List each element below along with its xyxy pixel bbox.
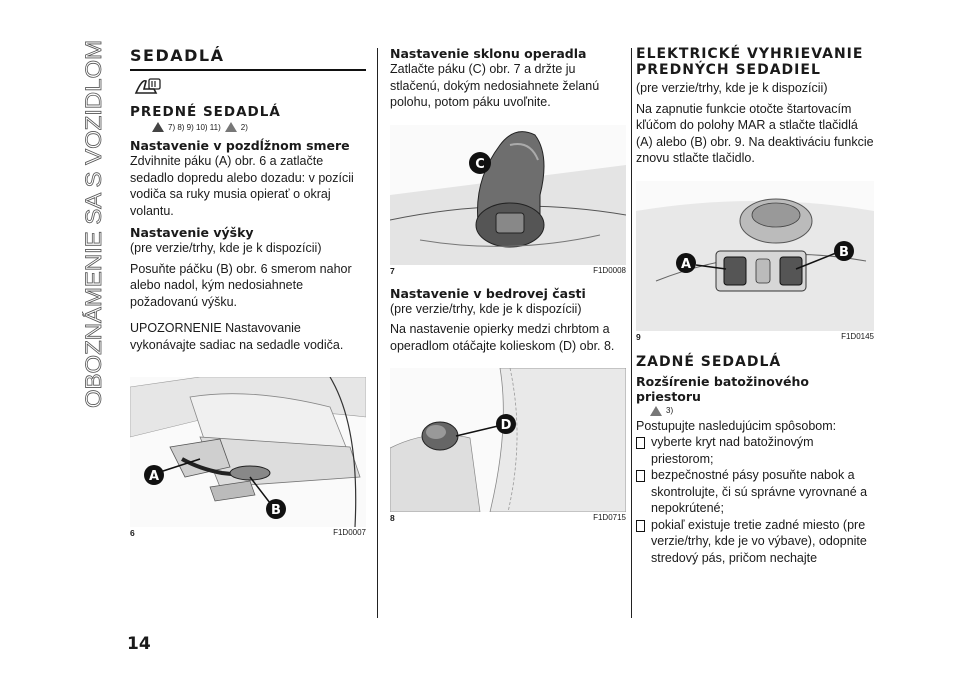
figure-9-code: F1D0145 (841, 331, 874, 341)
bullet-box (636, 437, 645, 449)
text-heat: Na zapnutie funkcie otočte štartovacím kľúčom do polohy MAR a stlačte tlačidlá (A) alebo (B) obr. 9. Na deaktiváciu funkcie znovu stlačte tlačidlo. (636, 101, 874, 165)
figure-6-label-b: B (271, 503, 281, 518)
warning-refs (152, 122, 366, 132)
text-height: Posuňte páčku (B) obr. 6 smerom nahor alebo nadol, kým nedosiahnete požadovanú výšku. (130, 261, 352, 309)
bullet-box (636, 520, 645, 532)
figure-7-number: 7 (390, 265, 395, 276)
figure-7-code: F1D0008 (593, 265, 626, 275)
figure-9-label-b: B (839, 244, 849, 260)
heading-luggage: Rozšírenie batožinového priestoru (636, 373, 809, 404)
text-lumbar-availability: (pre verzie/trhy, kde je k dispozícii) (390, 301, 582, 316)
subsection-front-seats: PREDNÉ SEDADLÁ (130, 104, 281, 120)
chapter-side-title-text: OBOZNÁMENIE SA S VOZIDLOM (82, 61, 106, 408)
figure-6-label-a: A (148, 469, 160, 484)
chapter-side-title (82, 36, 106, 408)
text-heat-availability: (pre verzie/trhy, kde je k dispozícii) (636, 81, 828, 95)
figure-8 (390, 368, 626, 523)
figure-7 (390, 125, 626, 276)
column-divider-2 (631, 48, 632, 618)
warning-icon (650, 406, 662, 416)
figure-8-label-d: D (500, 418, 512, 433)
figure-9 (636, 181, 874, 342)
figure-7-label-c: C (475, 156, 485, 172)
warning-refs-rear (650, 406, 874, 416)
figure-9-caption (636, 332, 874, 342)
text-longitudinal: Zdvihnite páku (A) obr. 6 a zatlačte sedadlo dopredu alebo dozadu: v pozícii vodiča sa ruky musia opierať o okraj volantu. (130, 154, 354, 218)
warning-icon (152, 122, 164, 132)
section-title-heated-seats: ELEKTRICKÉ VYHRIEVANIE PREDNÝCH SEDADIEL (636, 46, 864, 78)
list-item (636, 467, 874, 517)
figure-9-number: 9 (636, 331, 641, 342)
bullet-text: vyberte kryt nad batožinovým priestorom; (651, 435, 814, 466)
warning-refs-b: 2) (240, 122, 248, 132)
bullet-text: bezpečnostné pásy posuňte nabok a skontrolujte, či sú správne vyrovnané a nepokrútené; (651, 468, 868, 515)
column-3 (636, 46, 874, 566)
text-procedure: Postupujte nasledujúcim spôsobom: (636, 418, 837, 433)
heading-longitudinal: Nastavenie v pozdĺžnom smere (130, 138, 350, 153)
heading-lumbar: Nastavenie v bedrovej časti (390, 285, 586, 301)
bullet-text: pokiaľ existuje tretie zadné miesto (pre verzie/trhy, kde je vo výbave), odopnite stredový pás, pričom nechajte (651, 517, 867, 565)
figure-7-image (390, 125, 626, 265)
text-backrest: Zatlačte páku (C) obr. 7 a držte ju stlačenú, dokým nedosiahnete želanú polohu, potom páku uvoľnite. (390, 62, 600, 109)
seat-icon (132, 77, 366, 102)
title-rule (130, 69, 366, 71)
section-title-rear-seats: ZADNÉ SEDADLÁ (636, 353, 782, 370)
figure-6 (130, 377, 366, 538)
page-number: 14 (127, 634, 151, 654)
list-item (636, 434, 874, 467)
figure-8-code: F1D0715 (593, 513, 626, 522)
figure-8-caption (390, 513, 626, 523)
text-lumbar: Na nastavenie opierky medzi chrbtom a operadlom otáčajte kolieskom (D) obr. 8. (390, 322, 615, 353)
warning-refs-a: 7) 8) 9) 10) 11) (168, 122, 221, 132)
figure-6-caption (130, 528, 366, 538)
figure-8-image (390, 368, 626, 512)
list-item (636, 517, 874, 567)
figure-9-label-a: A (680, 256, 692, 272)
warning-refs-rear-text: 3) (666, 406, 674, 415)
figure-6-number: 6 (130, 528, 135, 538)
warning-icon (225, 122, 237, 132)
figure-9-image (636, 181, 874, 331)
column-divider-1 (377, 48, 378, 618)
figure-7-caption (390, 266, 626, 276)
figure-6-code: F1D0007 (333, 528, 366, 537)
figure-6-image (130, 377, 366, 527)
heading-height: Nastavenie výšky (130, 225, 254, 240)
column-1 (130, 48, 366, 538)
column-2 (390, 46, 626, 523)
text-warning: UPOZORNENIE Nastavovanie vykonávajte sadiac na sedadle vodiča. (130, 321, 344, 352)
text-height-availability: (pre verzie/trhy, kde je k dispozícii) (130, 241, 322, 255)
heading-backrest: Nastavenie sklonu operadla (390, 46, 587, 61)
bullet-box (636, 470, 645, 482)
section-title-seats: SEDADLÁ (130, 46, 225, 65)
figure-8-number: 8 (390, 513, 395, 523)
